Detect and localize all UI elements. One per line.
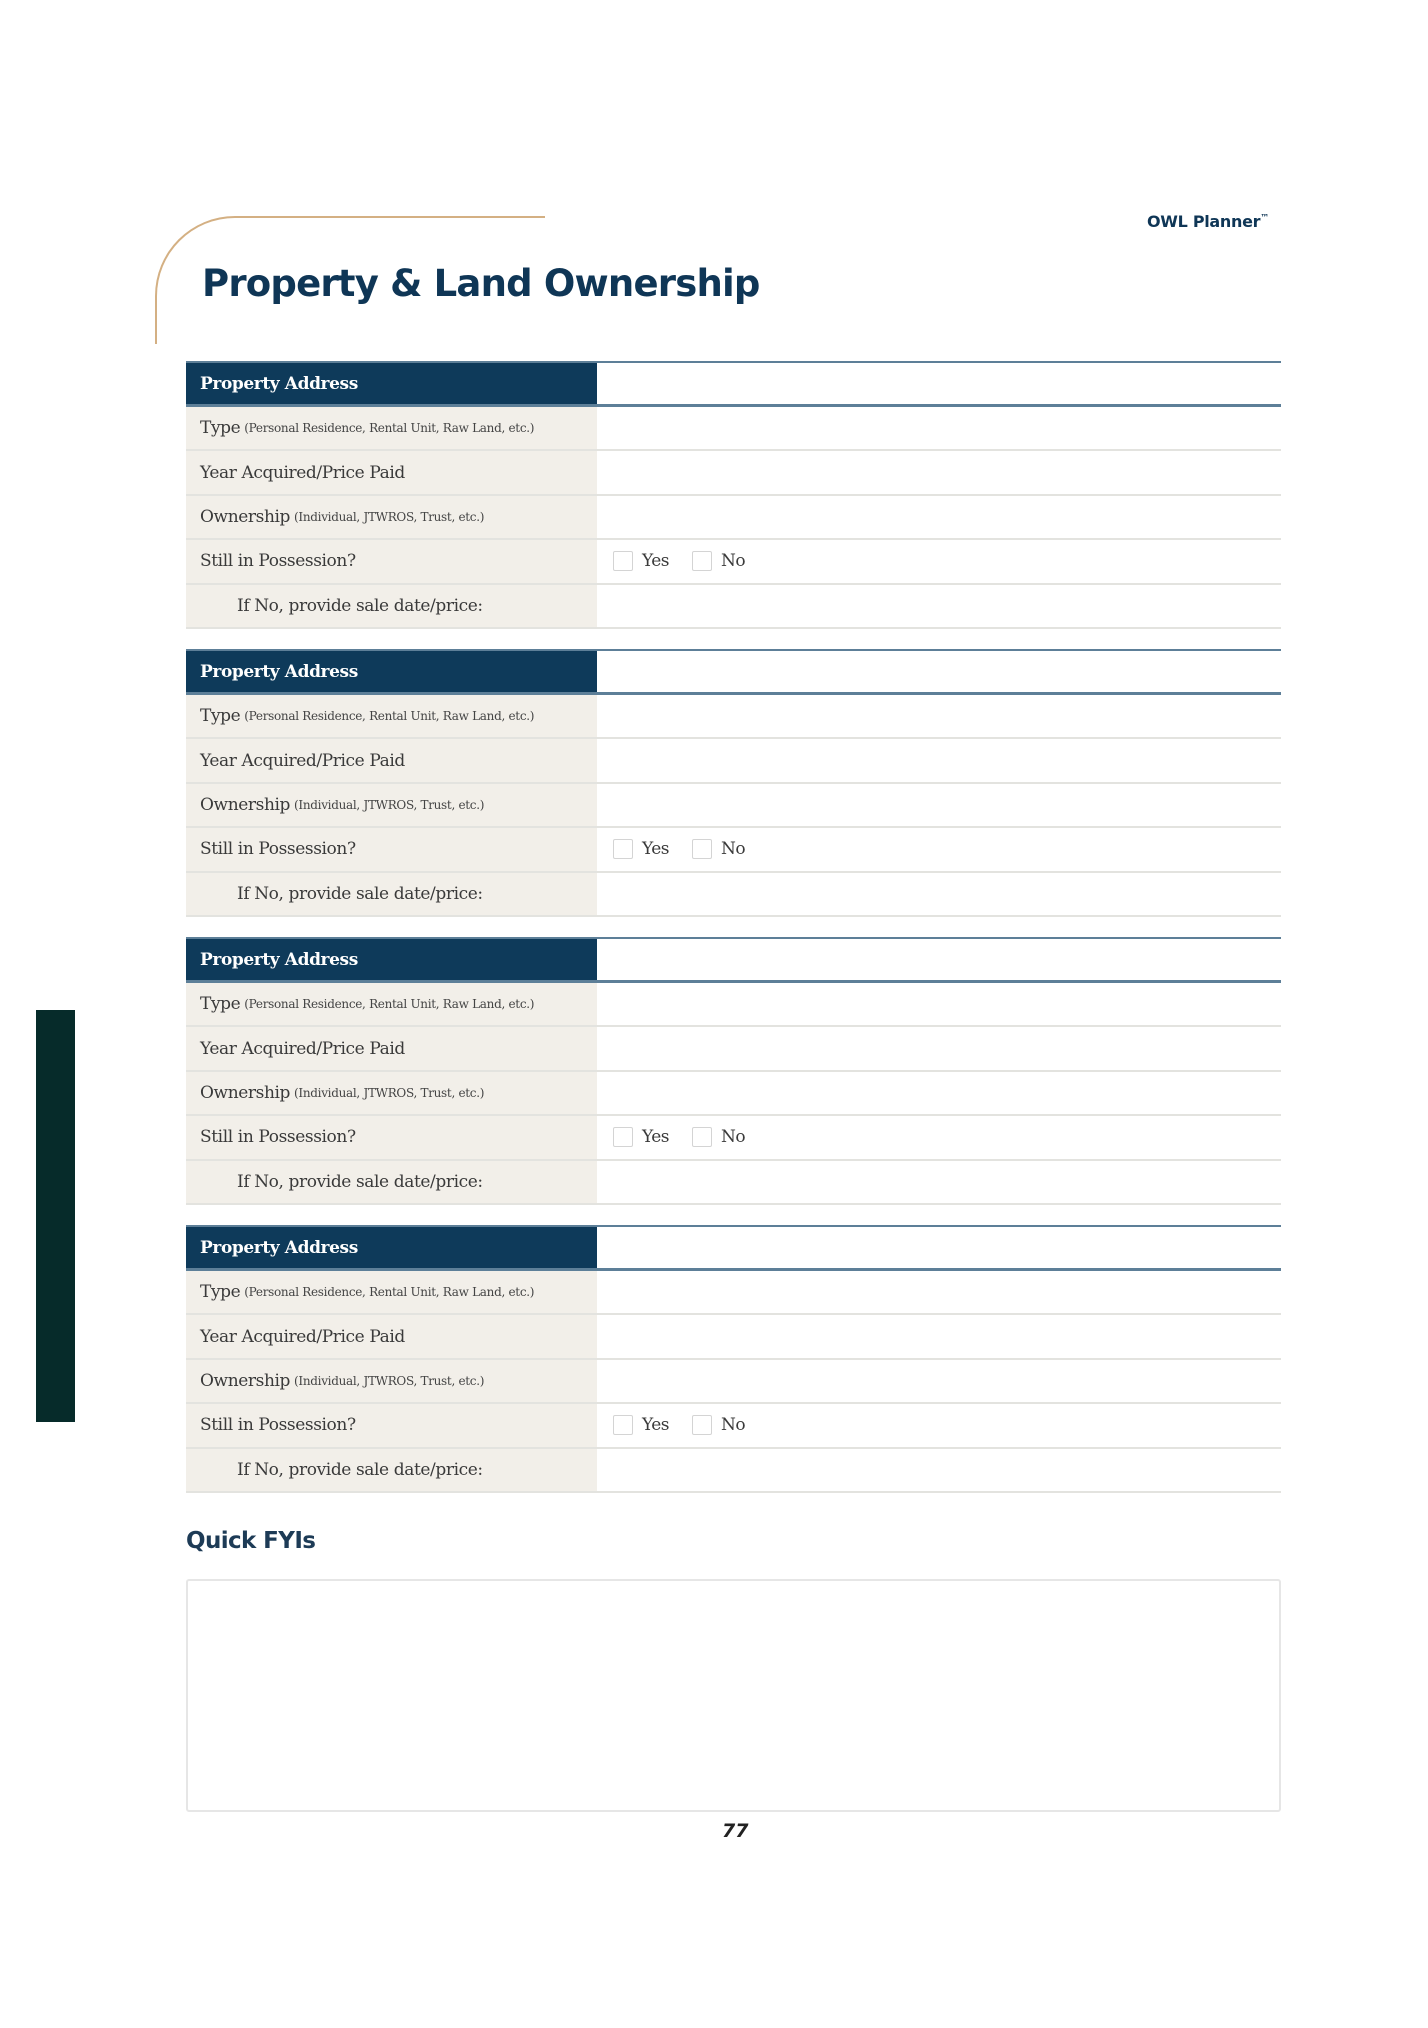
type-field[interactable] <box>597 407 1281 449</box>
yes-label: Yes <box>642 839 670 860</box>
ownership-label-text: Ownership <box>200 1082 291 1103</box>
type-hint: (Personal Residence, Rental Unit, Raw Land, etc.) <box>244 709 535 724</box>
property-address-label: Property Address <box>186 1227 597 1268</box>
possession-options <box>597 1404 1281 1446</box>
no-checkbox[interactable] <box>692 1127 712 1147</box>
no-label: No <box>721 839 746 860</box>
ownership-label-text: Ownership <box>200 794 291 815</box>
section-tab <box>36 1010 75 1422</box>
property-block <box>186 1225 1281 1493</box>
year-acquired-row <box>186 451 1281 495</box>
ownership-label-text: Ownership <box>200 1370 291 1391</box>
type-hint: (Personal Residence, Rental Unit, Raw Land, etc.) <box>244 421 535 436</box>
property-block <box>186 937 1281 1205</box>
possession-label: Still in Possession? <box>186 540 597 582</box>
yes-checkbox[interactable] <box>613 1127 633 1147</box>
property-address-field[interactable] <box>597 651 1281 692</box>
possession-row <box>186 1116 1281 1160</box>
no-label: No <box>721 1127 746 1148</box>
sale-info-label: If No, provide sale date/price: <box>186 585 597 627</box>
no-label: No <box>721 1415 746 1436</box>
type-label <box>186 407 597 449</box>
sale-info-row <box>186 873 1281 917</box>
ownership-row <box>186 496 1281 540</box>
year-acquired-row <box>186 739 1281 783</box>
year-acquired-label: Year Acquired/Price Paid <box>186 1027 597 1069</box>
sale-info-row <box>186 585 1281 629</box>
property-address-label: Property Address <box>186 363 597 404</box>
sale-info-label: If No, provide sale date/price: <box>186 873 597 915</box>
year-acquired-row <box>186 1027 1281 1071</box>
year-acquired-field[interactable] <box>597 1315 1281 1357</box>
sale-info-row <box>186 1161 1281 1205</box>
sale-info-field[interactable] <box>597 873 1281 915</box>
type-row <box>186 407 1281 451</box>
no-checkbox[interactable] <box>692 1415 712 1435</box>
yes-label: Yes <box>642 551 670 572</box>
property-block <box>186 361 1281 629</box>
property-address-row <box>186 937 1281 983</box>
possession-label: Still in Possession? <box>186 1116 597 1158</box>
property-address-field[interactable] <box>597 1227 1281 1268</box>
quick-fyis-textbox[interactable] <box>186 1579 1281 1812</box>
ownership-label <box>186 1072 597 1114</box>
year-acquired-field[interactable] <box>597 1027 1281 1069</box>
type-label-text: Type <box>200 1282 241 1303</box>
no-checkbox[interactable] <box>692 551 712 571</box>
sale-info-field[interactable] <box>597 585 1281 627</box>
possession-row <box>186 540 1281 584</box>
possession-row <box>186 828 1281 872</box>
sale-info-field[interactable] <box>597 1449 1281 1491</box>
type-label-text: Type <box>200 706 241 727</box>
type-row <box>186 695 1281 739</box>
possession-options <box>597 540 1281 582</box>
trademark-mark: ™ <box>1260 213 1269 224</box>
page-title: Property & Land Ownership <box>202 262 760 305</box>
type-hint: (Personal Residence, Rental Unit, Raw Land, etc.) <box>244 997 535 1012</box>
ownership-hint: (Individual, JTWROS, Trust, etc.) <box>294 1373 485 1388</box>
possession-options <box>597 828 1281 870</box>
type-field[interactable] <box>597 983 1281 1025</box>
property-address-field[interactable] <box>597 939 1281 980</box>
sale-info-label: If No, provide sale date/price: <box>186 1449 597 1491</box>
ownership-row <box>186 1360 1281 1404</box>
type-label-text: Type <box>200 994 241 1015</box>
possession-row <box>186 1404 1281 1448</box>
ownership-field[interactable] <box>597 1072 1281 1114</box>
type-field[interactable] <box>597 695 1281 737</box>
ownership-row <box>186 1072 1281 1116</box>
type-label <box>186 695 597 737</box>
year-acquired-label: Year Acquired/Price Paid <box>186 1315 597 1357</box>
yes-checkbox[interactable] <box>613 839 633 859</box>
property-address-row <box>186 1225 1281 1271</box>
year-acquired-row <box>186 1315 1281 1359</box>
type-row <box>186 1271 1281 1315</box>
property-block <box>186 649 1281 917</box>
property-address-row <box>186 649 1281 695</box>
year-acquired-field[interactable] <box>597 739 1281 781</box>
sale-info-row <box>186 1449 1281 1493</box>
ownership-label-text: Ownership <box>200 506 291 527</box>
ownership-label <box>186 496 597 538</box>
no-checkbox[interactable] <box>692 839 712 859</box>
quick-fyis-heading: Quick FYIs <box>186 1528 316 1554</box>
year-acquired-label: Year Acquired/Price Paid <box>186 451 597 493</box>
type-label-text: Type <box>200 418 241 439</box>
brand-name: OWL Planner <box>1147 212 1261 231</box>
yes-checkbox[interactable] <box>613 1415 633 1435</box>
brand-logo <box>1147 212 1269 231</box>
yes-checkbox[interactable] <box>613 551 633 571</box>
property-address-label: Property Address <box>186 939 597 980</box>
possession-label: Still in Possession? <box>186 828 597 870</box>
property-address-row <box>186 361 1281 407</box>
ownership-hint: (Individual, JTWROS, Trust, etc.) <box>294 1085 485 1100</box>
yes-label: Yes <box>642 1127 670 1148</box>
type-label <box>186 1271 597 1313</box>
ownership-hint: (Individual, JTWROS, Trust, etc.) <box>294 509 485 524</box>
ownership-field[interactable] <box>597 496 1281 538</box>
possession-label: Still in Possession? <box>186 1404 597 1446</box>
ownership-field[interactable] <box>597 784 1281 826</box>
ownership-field[interactable] <box>597 1360 1281 1402</box>
type-label <box>186 983 597 1025</box>
type-field[interactable] <box>597 1271 1281 1313</box>
ownership-label <box>186 784 597 826</box>
page-number: 77 <box>722 1820 749 1842</box>
no-label: No <box>721 551 746 572</box>
possession-options <box>597 1116 1281 1158</box>
sale-info-field[interactable] <box>597 1161 1281 1203</box>
ownership-row <box>186 784 1281 828</box>
ownership-label <box>186 1360 597 1402</box>
ownership-hint: (Individual, JTWROS, Trust, etc.) <box>294 797 485 812</box>
year-acquired-label: Year Acquired/Price Paid <box>186 739 597 781</box>
sale-info-label: If No, provide sale date/price: <box>186 1161 597 1203</box>
yes-label: Yes <box>642 1415 670 1436</box>
year-acquired-field[interactable] <box>597 451 1281 493</box>
type-hint: (Personal Residence, Rental Unit, Raw Land, etc.) <box>244 1285 535 1300</box>
property-address-field[interactable] <box>597 363 1281 404</box>
type-row <box>186 983 1281 1027</box>
property-address-label: Property Address <box>186 651 597 692</box>
